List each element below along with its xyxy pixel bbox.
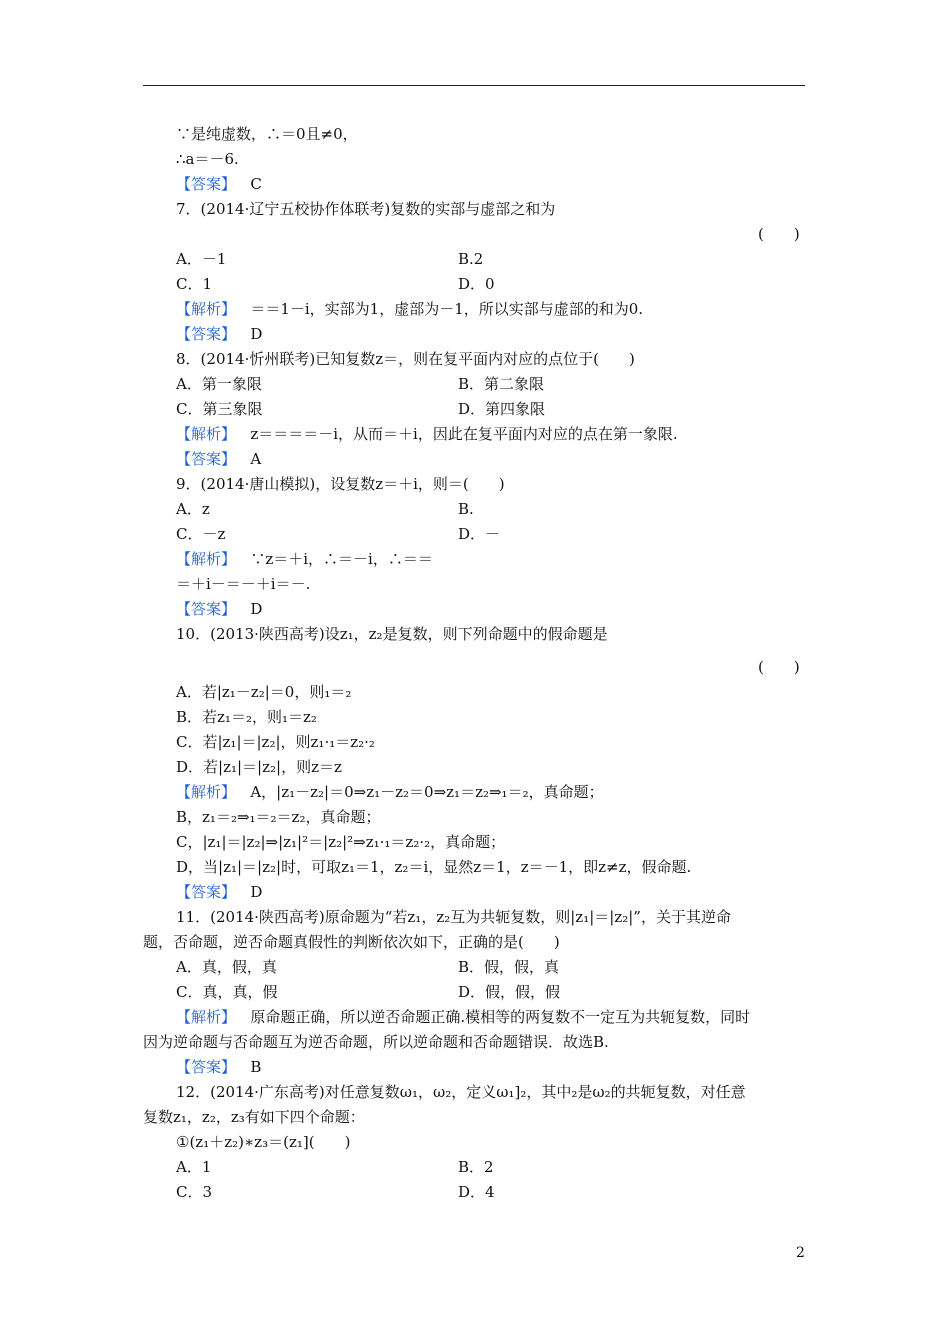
text-line xyxy=(176,907,731,927)
option-right: B．假，假，真 xyxy=(458,958,560,976)
text-line xyxy=(176,124,358,144)
line-text: ∵是纯虚数，∴＝0且≠0， xyxy=(176,125,358,143)
text-line xyxy=(176,274,212,294)
line-text: 原命题正确，所以逆否命题正确.模相等的两复数不一定互为共轭复数，同时 xyxy=(250,1008,751,1026)
line-text: A，|z₁－z₂|＝0⇒z₁－z₂＝0⇒z₁＝z₂⇒₁＝₂，真命题； xyxy=(250,783,604,801)
text-line xyxy=(143,932,560,952)
line-text: 7．(2014·辽宁五校协作体联考)复数的实部与虚部之和为 xyxy=(176,200,556,218)
text-line xyxy=(176,324,262,344)
line-text: ＝＝1－i，实部为1，虚部为－1，所以实部与虚部的和为0. xyxy=(250,300,644,318)
text-line xyxy=(176,474,505,494)
text-line xyxy=(176,1057,261,1077)
option-right: D．假，假，假 xyxy=(458,983,561,1001)
text-line xyxy=(176,1082,746,1102)
text-line xyxy=(176,982,277,1002)
line-text: C．若|z₁|＝|z₂|，则z₁·₁＝z₂·₂ xyxy=(176,733,375,751)
text-line xyxy=(176,299,643,319)
text-line xyxy=(176,882,262,902)
text-line xyxy=(176,149,239,169)
line-text: C．第三象限 xyxy=(176,400,263,418)
line-text: C xyxy=(250,175,262,193)
text-line xyxy=(176,424,678,444)
text-line xyxy=(176,757,342,777)
text-line xyxy=(176,782,604,802)
text-line xyxy=(176,807,380,827)
line-text: C，|z₁|＝|z₂|⇒|z₁|²＝|z₂|²⇒z₁·₁＝z₂·₂，真命题； xyxy=(176,833,506,851)
option-right: B. xyxy=(458,500,474,518)
text-line xyxy=(176,174,262,194)
line-text: ∴a＝－6. xyxy=(176,150,239,168)
line-text: D xyxy=(250,600,263,618)
line-text: C．3 xyxy=(176,1183,213,1201)
line-text: B xyxy=(250,1058,262,1076)
section-tag: 【答案】 xyxy=(176,883,237,901)
section-tag: 【答案】 xyxy=(176,600,237,618)
line-text: D xyxy=(250,325,263,343)
option-right: D．－ xyxy=(458,525,501,543)
text-line xyxy=(176,549,433,569)
text-line xyxy=(176,374,262,394)
line-text: D．若|z₁|＝|z₂|，则z＝z xyxy=(176,758,342,776)
line-text: A．z xyxy=(176,500,210,518)
text-line xyxy=(176,449,261,469)
section-tag: 【解析】 xyxy=(176,1008,237,1026)
line-text: A．若|z₁－z₂|＝0，则₁＝₂ xyxy=(176,683,352,701)
section-tag: 【答案】 xyxy=(176,450,237,468)
text-line xyxy=(176,249,226,269)
text-line xyxy=(176,832,505,852)
line-text: A．真，假，真 xyxy=(176,958,277,976)
section-tag: 【解析】 xyxy=(176,783,237,801)
text-line xyxy=(176,1132,350,1152)
option-right: B．2 xyxy=(458,1158,494,1176)
option-right: B.2 xyxy=(458,250,484,268)
answer-blank: ( ) xyxy=(758,225,800,243)
option-right: D．4 xyxy=(458,1183,495,1201)
section-tag: 【答案】 xyxy=(176,325,237,343)
line-text: D，当|z₁|＝|z₂|时，可取z₁＝1，z₂＝i，显然z＝1，z＝－1，即z≠z，假命题. xyxy=(176,858,692,876)
text-line xyxy=(143,1107,365,1127)
line-text: 题，否命题，逆否命题真假性的判断依次如下，正确的是( ) xyxy=(143,933,560,951)
line-text: B，z₁＝₂⇒₁＝₂＝z₂，真命题； xyxy=(176,808,381,826)
section-tag: 【解析】 xyxy=(176,425,237,443)
text-line xyxy=(176,857,691,877)
option-right: D．0 xyxy=(458,275,495,293)
section-tag: 【答案】 xyxy=(176,1058,237,1076)
line-text: 12．(2014·广东高考)对任意复数ω₁，ω₂，定义ω₁]₂，其中₂是ω₂的共轭复数，对任意 xyxy=(176,1083,746,1101)
text-line xyxy=(176,599,262,619)
text-line xyxy=(176,707,317,727)
line-text: ∵z＝＋i，∴＝－i，∴＝＝ xyxy=(250,550,433,568)
line-text: B．若z₁＝₂，则₁＝z₂ xyxy=(176,708,317,726)
text-line xyxy=(176,199,555,219)
section-tag: 【解析】 xyxy=(176,300,237,318)
section-tag: 【答案】 xyxy=(176,175,237,193)
line-text: 8．(2014·忻州联考)已知复数z＝，则在复平面内对应的点位于( ) xyxy=(176,350,635,368)
answer-blank: ( ) xyxy=(758,658,800,676)
line-text: 10．(2013·陕西高考)设z₁，z₂是复数，则下列命题中的假命题是 xyxy=(176,625,608,643)
option-right: D．第四象限 xyxy=(458,400,546,418)
text-line xyxy=(176,1157,211,1177)
line-text: 复数z₁，z₂，z₃有如下四个命题： xyxy=(143,1108,365,1126)
text-line xyxy=(176,682,351,702)
line-text: C．真，真，假 xyxy=(176,983,278,1001)
text-line xyxy=(176,524,225,544)
page-number: 2 xyxy=(796,1245,805,1261)
line-text: C．－z xyxy=(176,525,226,543)
text-line xyxy=(176,732,375,752)
option-right: B．第二象限 xyxy=(458,375,545,393)
text-line xyxy=(176,1007,750,1027)
text-line xyxy=(176,624,608,644)
line-text: 因为逆命题与否命题互为逆否命题，所以逆命题和否命题错误．故选B. xyxy=(143,1033,609,1051)
line-text: ①(z₁＋z₂)∗z₃＝(z₁]( ) xyxy=(176,1133,351,1151)
line-text: A．第一象限 xyxy=(176,375,262,393)
line-text: 11．(2014·陕西高考)原命题为“若z₁，z₂互为共轭复数，则|z₁|＝|z₂|”，关于其逆命 xyxy=(176,908,731,926)
text-line xyxy=(176,1182,212,1202)
section-tag: 【解析】 xyxy=(176,550,237,568)
line-text: A．1 xyxy=(176,1158,212,1176)
header-rule xyxy=(143,85,805,86)
text-line xyxy=(176,349,635,369)
line-text: z＝＝＝＝－i，从而＝＋i，因此在复平面内对应的点在第一象限. xyxy=(250,425,678,443)
text-line xyxy=(176,399,262,419)
line-text: C．1 xyxy=(176,275,213,293)
line-text: D xyxy=(250,883,263,901)
line-text: A．－1 xyxy=(176,250,227,268)
line-text: 9．(2014·唐山模拟)，设复数z＝＋i，则＝( ) xyxy=(176,475,505,493)
text-line xyxy=(176,574,310,594)
text-line xyxy=(176,957,277,977)
line-text: ＝＋i－＝－＋i＝－. xyxy=(176,575,311,593)
text-line xyxy=(176,499,210,519)
text-line xyxy=(143,1032,609,1052)
line-text: A xyxy=(250,450,262,468)
